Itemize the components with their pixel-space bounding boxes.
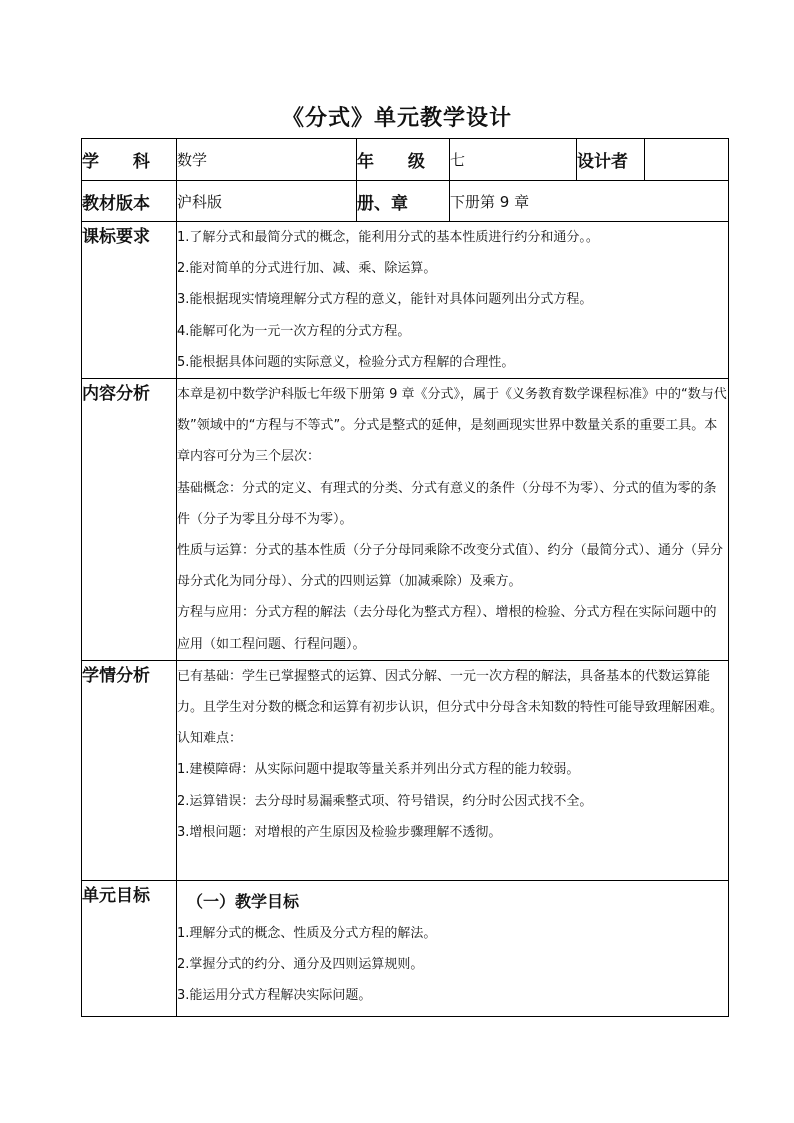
unit-goals-body (177, 880, 729, 1016)
edition-label: 教材版本 (82, 181, 177, 222)
learner-analysis-label: 学情分析 (82, 660, 177, 880)
curriculum-label: 课标要求 (82, 222, 177, 379)
grade-label: 年 级 (357, 139, 450, 181)
curriculum-item: 2.能对简单的分式进行加、减、乘、除运算。 (177, 261, 437, 277)
goal-item: 3.能运用分式方程解决实际问题。 (177, 988, 372, 1004)
content-analysis-label: 内容分析 (82, 379, 177, 661)
volume-label: 册、章 (357, 181, 450, 222)
designer-value (645, 139, 729, 181)
edition-value: 沪科版 (177, 181, 357, 222)
subject-value: 数学 (177, 139, 357, 181)
goal-item: 2.掌握分式的约分、通分及四则运算规则。 (177, 957, 424, 973)
goal-item: 1.理解分式的概念、性质及分式方程的解法。 (177, 925, 437, 941)
row-content-analysis (82, 379, 729, 661)
content-analysis-body (177, 379, 729, 661)
document-title: 《分式》单元教学设计 (281, 105, 512, 131)
teaching-goals-heading: （一）教学目标 (187, 891, 300, 911)
content-paragraph: 本章是初中数学沪科版七年级下册第 9 章《分式》，属于《义务教育数学课程标准》中的“数与代数”领域中的“方程与不等式”。分式是整式的延伸，是刻画现实世界中数量关系的重要工具。本章内容可分为三个层次： (177, 387, 727, 465)
unit-goals-label: 单元目标 (82, 880, 177, 1016)
curriculum-item: 5.能根据具体问题的实际意义，检验分式方程解的合理性。 (177, 354, 515, 370)
subject-label: 学 科 (82, 139, 177, 181)
volume-value: 下册第 9 章 (450, 181, 729, 222)
learner-paragraph: 2.运算错误：去分母时易漏乘整式项、符号错误，约分时公因式找不全。 (177, 793, 593, 809)
content-paragraph: 性质与运算：分式的基本性质（分子分母同乘除不改变分式值）、约分（最简分式）、通分（异分母分式化为同分母）、分式的四则运算（加减乘除）及乘方。 (177, 543, 724, 590)
content-paragraph: 基础概念：分式的定义、有理式的分类、分式有意义的条件（分母不为零）、分式的值为零的条件（分子为零且分母不为零）。 (177, 480, 717, 527)
row-edition (82, 181, 729, 222)
curriculum-item: 4.能解可化为一元一次方程的分式方程。 (177, 323, 411, 339)
lesson-design-table (81, 138, 729, 1017)
curriculum-item: 3.能根据现实情境理解分式方程的意义，能针对具体问题列出分式方程。 (177, 292, 593, 308)
row-unit-goals (82, 880, 729, 1016)
curriculum-item: 1.了解分式和最简分式的概念，能利用分式的基本性质进行约分和通分。。 (177, 230, 599, 245)
grade-value: 七 (450, 139, 577, 181)
row-learner-analysis (82, 660, 729, 880)
learner-paragraph: 1.建模障碍：从实际问题中提取等量关系并列出分式方程的能力较弱。 (177, 762, 580, 778)
learner-paragraph: 3.增根问题：对增根的产生原因及检验步骤理解不透彻。 (177, 824, 502, 840)
curriculum-content (177, 222, 729, 379)
designer-label: 设计者 (577, 139, 645, 181)
learner-analysis-body (177, 660, 729, 880)
learner-paragraph: 认知难点： (177, 731, 243, 747)
content-paragraph: 方程与应用：分式方程的解法（去分母化为整式方程）、增根的检验、分式方程在实际问题中的应用（如工程问题、行程问题）。 (177, 605, 717, 652)
row-subject (82, 139, 729, 181)
row-curriculum (82, 222, 729, 379)
learner-paragraph: 已有基础：学生已掌握整式的运算、因式分解、一元一次方程的解法，具备基本的代数运算能力。且学生对分数的概念和运算有初步认识，但分式中分母含未知数的特性可能导致理解困难。 (177, 668, 724, 716)
